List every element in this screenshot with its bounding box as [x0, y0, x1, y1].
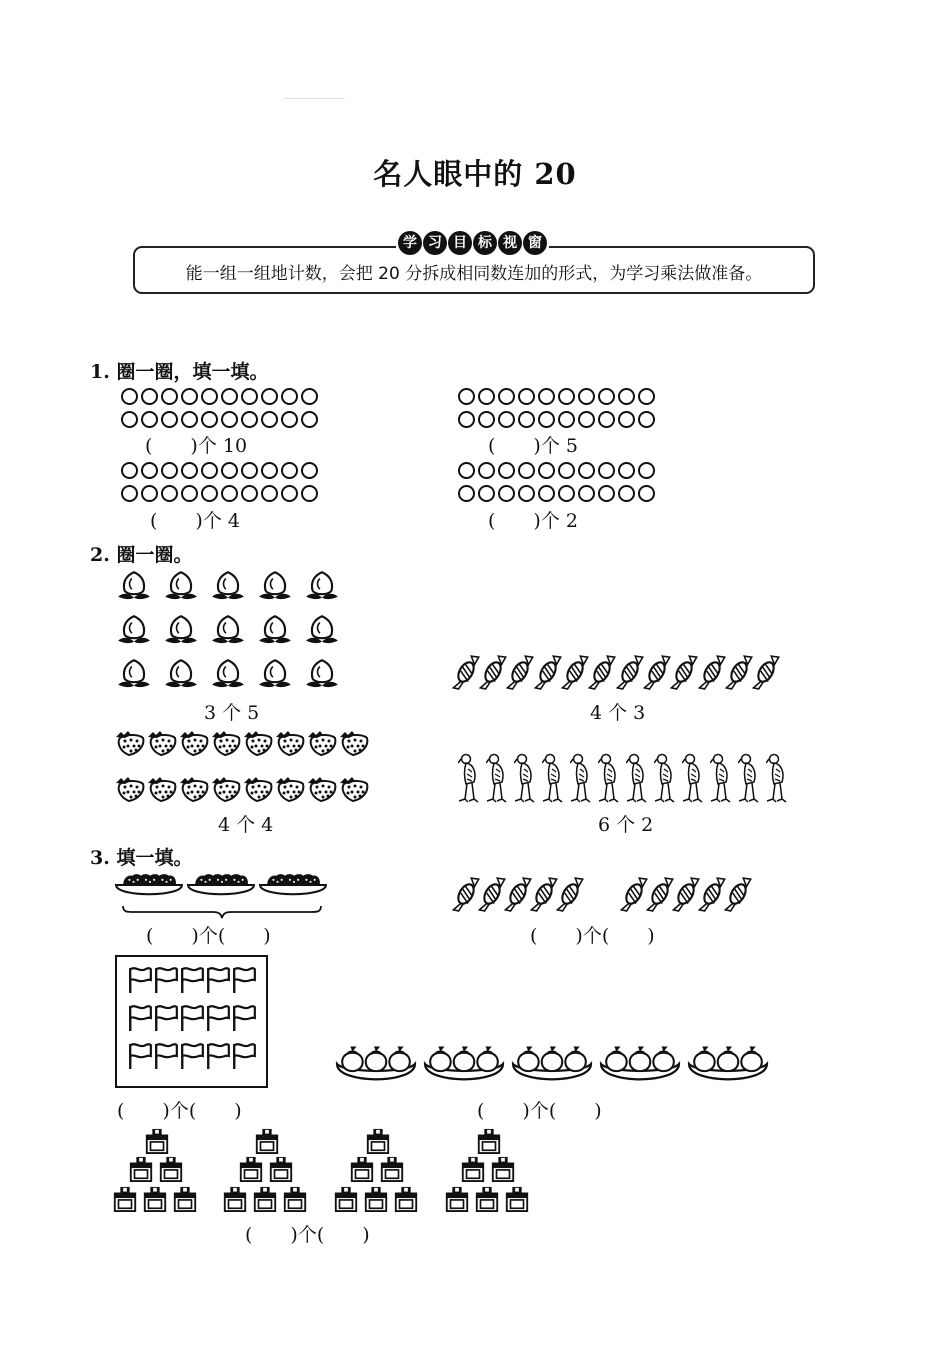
circle-icon[interactable]: [241, 411, 258, 428]
strawberry-icon: [244, 731, 271, 755]
circle-icon[interactable]: [141, 411, 158, 428]
candy-icon: [505, 878, 530, 911]
flag-grid: [125, 965, 265, 1085]
answer-blank[interactable]: ( )个( ): [530, 925, 655, 947]
peach-icon: [259, 572, 291, 599]
candy-row: [452, 652, 782, 694]
circle-icon[interactable]: [221, 411, 238, 428]
circle-icon[interactable]: [498, 462, 515, 479]
apple-plate-icon: [601, 1047, 679, 1080]
circle-icon[interactable]: [458, 485, 475, 502]
circle-icon[interactable]: [538, 462, 555, 479]
answer-blank[interactable]: ( )个( ): [245, 1224, 370, 1246]
peach-icon: [165, 616, 197, 643]
circle-group-a: [121, 388, 318, 434]
circle-icon[interactable]: [518, 388, 535, 405]
peach-icon: [306, 660, 338, 687]
bottle-pyramid: [336, 1129, 416, 1211]
circle-icon[interactable]: [181, 411, 198, 428]
circle-icon[interactable]: [638, 462, 655, 479]
grouping-label: 6 个 2: [598, 814, 654, 836]
peach-icon: [165, 660, 197, 687]
bird-icon: [598, 755, 618, 803]
flag-row: [130, 1006, 255, 1031]
circle-icon[interactable]: [578, 388, 595, 405]
bottle-pyramid: [225, 1129, 305, 1211]
bottle-icon: [366, 1187, 386, 1211]
strawberry-icon: [212, 731, 239, 755]
circle-icon[interactable]: [281, 411, 298, 428]
flag-row: [130, 1044, 255, 1069]
bottle-icon: [336, 1187, 356, 1211]
goal-tag-char: 习: [423, 231, 447, 255]
circle-row: [121, 411, 318, 428]
circle-row: [121, 388, 318, 405]
candy-icon: [725, 878, 750, 911]
candy-icon: [671, 656, 696, 689]
bird-icon: [738, 755, 758, 803]
circle-icon[interactable]: [518, 462, 535, 479]
flag-icon: [182, 1006, 203, 1031]
brace-icon: [123, 906, 321, 918]
question-1-heading: 1. 圈一圈，填一填。: [90, 361, 269, 383]
candy-icon: [453, 878, 478, 911]
goal-tag-char: 目: [448, 231, 472, 255]
strawberry-icon: [308, 777, 335, 801]
circle-icon[interactable]: [201, 411, 218, 428]
bottle-icon: [507, 1187, 527, 1211]
flag-icon: [208, 968, 229, 993]
circle-icon[interactable]: [161, 485, 178, 502]
strawberry-icon: [148, 777, 175, 801]
bottle-icon: [115, 1187, 135, 1211]
circle-icon[interactable]: [538, 485, 555, 502]
circle-icon[interactable]: [221, 388, 238, 405]
bird-row: [456, 750, 801, 808]
peach-icon: [306, 572, 338, 599]
peach-row: [118, 616, 338, 643]
circle-row: [458, 388, 655, 405]
circle-row: [121, 462, 318, 479]
candy-icon: [562, 656, 587, 689]
circle-icon[interactable]: [281, 485, 298, 502]
circle-row: [121, 485, 318, 502]
circle-icon[interactable]: [301, 411, 318, 428]
peach-icon: [118, 616, 150, 643]
candy-icon: [621, 878, 646, 911]
circle-icon[interactable]: [221, 462, 238, 479]
peach-icon: [165, 572, 197, 599]
peach-icon: [259, 616, 291, 643]
circle-icon[interactable]: [121, 411, 138, 428]
peach-icon: [306, 616, 338, 643]
bottle-icon: [352, 1157, 372, 1181]
bottle-icon: [271, 1157, 291, 1181]
peach-icon: [212, 572, 244, 599]
goal-tag-char: 窗: [523, 231, 547, 255]
circle-icon[interactable]: [261, 388, 278, 405]
strawberry-plate-icon: [188, 874, 254, 894]
strawberry-icon: [116, 731, 143, 755]
circle-row: [458, 411, 655, 428]
answer-blank[interactable]: ( )个 10: [145, 435, 248, 457]
circle-icon[interactable]: [121, 388, 138, 405]
bottle-icon: [241, 1157, 261, 1181]
bird-icon: [486, 755, 506, 803]
flag-icon: [156, 968, 177, 993]
peach-icon: [259, 660, 291, 687]
apple-plate-icon: [689, 1047, 767, 1080]
circle-icon[interactable]: [181, 462, 198, 479]
apple-plate-icon: [425, 1047, 503, 1080]
circle-icon[interactable]: [538, 411, 555, 428]
learning-goal-text: 能一组一组地计数，会把 20 分拆成相同数连加的形式，为学习乘法做准备。: [185, 264, 763, 284]
strawberry-plate-icon: [116, 874, 182, 894]
bottle-icon: [447, 1187, 467, 1211]
strawberry-icon: [148, 731, 175, 755]
peach-icon: [118, 572, 150, 599]
flag-icon: [234, 1006, 255, 1031]
candy-groups: [452, 872, 762, 918]
circle-icon[interactable]: [141, 388, 158, 405]
circle-icon[interactable]: [538, 388, 555, 405]
bird-icon: [654, 755, 674, 803]
circle-group-c: [121, 462, 318, 508]
circle-icon[interactable]: [558, 388, 575, 405]
candy-icon: [480, 656, 505, 689]
circle-icon[interactable]: [241, 485, 258, 502]
bottle-icon: [225, 1187, 245, 1211]
circle-icon[interactable]: [618, 388, 635, 405]
circle-icon[interactable]: [498, 411, 515, 428]
candy-icon: [589, 656, 614, 689]
flag-icon: [130, 968, 151, 993]
bottle-icon: [145, 1187, 165, 1211]
goal-tag-char: 学: [398, 231, 422, 255]
candy-icon: [617, 656, 642, 689]
circle-icon[interactable]: [558, 485, 575, 502]
strawberry-icon: [180, 731, 207, 755]
flag-icon: [182, 1044, 203, 1069]
strawberry-icon: [180, 777, 207, 801]
question-2-heading: 2. 圈一圈。: [90, 544, 193, 566]
circle-icon[interactable]: [558, 411, 575, 428]
flag-icon: [208, 1044, 229, 1069]
grouping-label: 3 个 5: [204, 702, 260, 724]
strawberry-plates: [113, 872, 333, 920]
circle-icon[interactable]: [478, 411, 495, 428]
bottle-icon: [285, 1187, 305, 1211]
bottle-icon: [493, 1157, 513, 1181]
grouping-label: 4 个 3: [590, 702, 646, 724]
bird-icon: [766, 755, 786, 803]
circle-icon[interactable]: [478, 388, 495, 405]
flag-icon: [130, 1006, 151, 1031]
peach-icon: [212, 616, 244, 643]
circle-icon[interactable]: [281, 388, 298, 405]
candy-icon: [644, 656, 669, 689]
circle-icon[interactable]: [201, 485, 218, 502]
bottle-icon: [477, 1187, 497, 1211]
circle-icon[interactable]: [201, 462, 218, 479]
circle-group-d: [458, 462, 655, 508]
circle-icon[interactable]: [578, 411, 595, 428]
goal-tag-char: 视: [498, 231, 522, 255]
circle-icon[interactable]: [618, 485, 635, 502]
circle-icon[interactable]: [201, 388, 218, 405]
strawberry-icon: [308, 731, 335, 755]
bird-icon: [710, 755, 730, 803]
circle-icon[interactable]: [221, 485, 238, 502]
flag-icon: [234, 1044, 255, 1069]
circle-icon[interactable]: [301, 462, 318, 479]
circle-icon[interactable]: [261, 462, 278, 479]
peach-row: [118, 660, 338, 687]
strawberry-icon: [340, 777, 367, 801]
bottle-icon: [382, 1157, 402, 1181]
flag-icon: [156, 1044, 177, 1069]
circle-icon[interactable]: [121, 462, 138, 479]
circle-icon[interactable]: [281, 462, 298, 479]
circle-icon[interactable]: [261, 411, 278, 428]
strawberry-icon: [276, 731, 303, 755]
candy-icon: [453, 656, 478, 689]
answer-blank[interactable]: ( )个 4: [150, 510, 240, 532]
bird-icon: [542, 755, 562, 803]
flag-icon: [234, 968, 255, 993]
candy-icon: [673, 878, 698, 911]
circle-icon[interactable]: [478, 485, 495, 502]
circle-icon[interactable]: [578, 485, 595, 502]
bottle-icon: [479, 1129, 499, 1153]
bottle-icon: [147, 1129, 167, 1153]
circle-icon[interactable]: [458, 388, 475, 405]
circle-icon[interactable]: [141, 485, 158, 502]
bottle-icon: [368, 1129, 388, 1153]
apple-plate-icon: [337, 1047, 415, 1080]
circle-icon[interactable]: [241, 388, 258, 405]
circle-icon[interactable]: [598, 462, 615, 479]
circle-icon[interactable]: [478, 462, 495, 479]
circle-icon[interactable]: [618, 411, 635, 428]
candy-icon: [753, 656, 778, 689]
bottle-icon: [131, 1157, 151, 1181]
learning-goal-tag: [396, 229, 549, 258]
peach-row: [118, 572, 338, 599]
apple-plates: [333, 1045, 778, 1089]
circle-icon[interactable]: [558, 462, 575, 479]
goal-tag-char: 标: [473, 231, 497, 255]
circle-icon[interactable]: [458, 462, 475, 479]
circle-icon[interactable]: [598, 388, 615, 405]
circle-group-b: [458, 388, 655, 434]
flag-icon: [208, 1006, 229, 1031]
peach-icon: [118, 660, 150, 687]
answer-blank[interactable]: ( )个( ): [477, 1100, 602, 1122]
bottle-icon: [161, 1157, 181, 1181]
page-header-rule: [285, 98, 345, 99]
answer-blank[interactable]: ( )个( ): [117, 1100, 242, 1122]
bird-icon: [458, 755, 478, 803]
bird-icon: [626, 755, 646, 803]
flag-row: [130, 968, 255, 993]
bottle-icon: [257, 1129, 277, 1153]
circle-icon[interactable]: [301, 388, 318, 405]
bottle-pyramids: [108, 1126, 533, 1218]
bottle-pyramid: [115, 1129, 195, 1211]
circle-icon[interactable]: [181, 485, 198, 502]
candy-icon: [699, 878, 724, 911]
circle-icon[interactable]: [301, 485, 318, 502]
question-3-heading: 3. 填一填。: [90, 847, 193, 869]
strawberry-row: [116, 731, 367, 755]
circle-icon[interactable]: [598, 485, 615, 502]
circle-icon[interactable]: [161, 411, 178, 428]
candy-icon: [647, 878, 672, 911]
candy-icon: [507, 656, 532, 689]
circle-icon[interactable]: [161, 388, 178, 405]
flag-icon: [130, 1044, 151, 1069]
bottle-icon: [463, 1157, 483, 1181]
bottle-icon: [175, 1187, 195, 1211]
answer-blank[interactable]: ( )个( ): [146, 925, 271, 947]
circle-icon[interactable]: [241, 462, 258, 479]
bird-icon: [570, 755, 590, 803]
circle-row: [458, 462, 655, 479]
flag-icon: [156, 1006, 177, 1031]
circle-row: [458, 485, 655, 502]
page-title: 名人眼中的 20: [373, 157, 577, 191]
candy-icon: [535, 656, 560, 689]
peach-grid: [113, 568, 353, 698]
candy-icon: [531, 878, 556, 911]
circle-icon[interactable]: [261, 485, 278, 502]
circle-icon[interactable]: [638, 411, 655, 428]
circle-icon[interactable]: [638, 388, 655, 405]
candy-icon: [726, 656, 751, 689]
candy-icon: [699, 656, 724, 689]
circle-icon[interactable]: [638, 485, 655, 502]
strawberry-icon: [244, 777, 271, 801]
strawberry-icon: [340, 731, 367, 755]
circle-icon[interactable]: [121, 485, 138, 502]
circle-icon[interactable]: [458, 411, 475, 428]
circle-icon[interactable]: [498, 388, 515, 405]
strawberry-icon: [276, 777, 303, 801]
strawberry-icon: [212, 777, 239, 801]
strawberry-plate-icon: [260, 874, 326, 894]
bottle-pyramid: [447, 1129, 527, 1211]
circle-icon[interactable]: [598, 411, 615, 428]
strawberry-icon: [116, 777, 143, 801]
bird-icon: [682, 755, 702, 803]
candy-icon: [557, 878, 582, 911]
bottle-icon: [396, 1187, 416, 1211]
answer-blank[interactable]: ( )个 2: [488, 510, 578, 532]
bottle-icon: [255, 1187, 275, 1211]
circle-icon[interactable]: [618, 462, 635, 479]
circle-icon[interactable]: [181, 388, 198, 405]
circle-icon[interactable]: [578, 462, 595, 479]
bird-icon: [514, 755, 534, 803]
flag-icon: [182, 968, 203, 993]
candy-icon: [479, 878, 504, 911]
strawberry-grid: [113, 728, 375, 808]
circle-icon[interactable]: [518, 485, 535, 502]
circle-icon[interactable]: [141, 462, 158, 479]
answer-blank[interactable]: ( )个 5: [488, 435, 578, 457]
circle-icon[interactable]: [498, 485, 515, 502]
grouping-label: 4 个 4: [218, 814, 274, 836]
apple-plate-icon: [513, 1047, 591, 1080]
circle-icon[interactable]: [161, 462, 178, 479]
circle-icon[interactable]: [518, 411, 535, 428]
strawberry-row: [116, 777, 367, 801]
peach-icon: [212, 660, 244, 687]
